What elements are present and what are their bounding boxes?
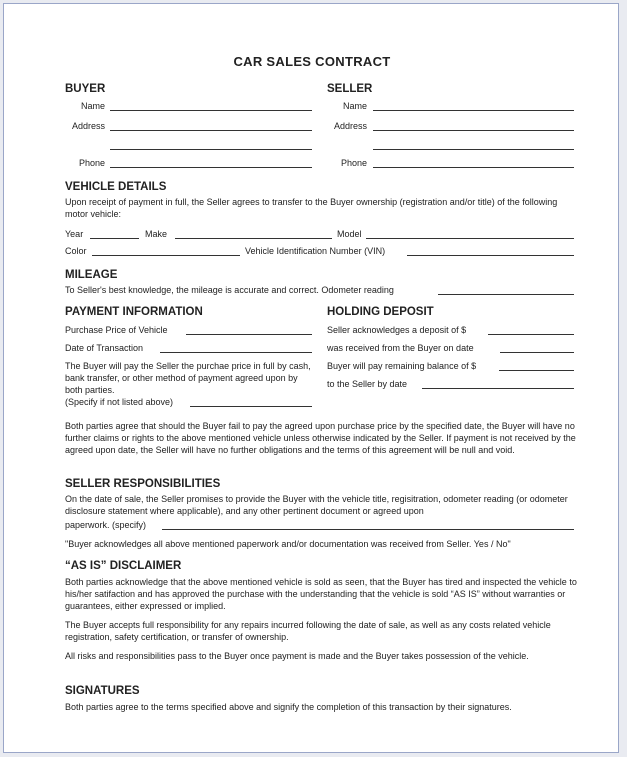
payment-method-text: The Buyer will pay the Seller the purchae price in full by cash, bank transfer, or other method of payment agreed upon by both parties. [65,361,311,395]
agreement-text: Both parties agree that should the Buyer fail to pay the agreed upon purchase price by the specified date, the Buyer will have no further claims or rights to the above mentioned vehicle unless otherwise indicated by the Seller. If payment is not received by the agreed upon date, the Seller will have no further obligations and the terms of this agreement will be null and void. [65,421,576,455]
seller-phone-field[interactable] [373,167,574,168]
deposit-date-field[interactable] [500,352,574,353]
vehicle-intro: Upon receipt of payment in full, the Seller agrees to transfer to the Buyer ownership (registration and/or title) of the following motor vehicle: [65,197,558,219]
to-seller-date-field[interactable] [422,388,574,389]
make-field[interactable] [175,238,332,239]
seller-name-field[interactable] [373,110,574,111]
deposit-received-label: was received from the Buyer on date [327,343,474,353]
remaining-balance-label: Buyer will pay remaining balance of $ [327,361,477,371]
buyer-name-field[interactable] [110,110,312,111]
seller-heading: SELLER [327,83,373,95]
model-field[interactable] [366,238,574,239]
seller-name-label: Name [342,101,367,111]
signatures-heading: SIGNATURES [65,685,140,697]
as-is-paragraph-3: All risks and responsibilities pass to the Buyer once payment is made and the Buyer takes possession of the vehicle. [65,651,529,661]
transaction-date-field[interactable] [160,352,312,353]
make-label: Make [145,229,168,239]
to-seller-label: to the Seller by date [327,379,408,389]
mileage-text: To Seller's best knowledge, the mileage is accurate and correct. Odometer reading [65,285,394,295]
as-is-paragraph-2: The Buyer accepts full responsibility for any repairs incurred following the date of sale, as well as any costs related vehicle registration, safety certification, or transfer of ownership. [65,620,551,642]
seller-resp-heading: SELLER RESPONSIBILITIES [65,478,221,490]
seller-address-label: Address [333,121,367,131]
deposit-heading: HOLDING DEPOSIT [327,306,434,318]
year-label: Year [65,229,84,239]
remaining-balance-field[interactable] [499,370,574,371]
color-label: Color [65,246,87,256]
buyer-address-field[interactable] [110,130,312,131]
mileage-heading: MILEAGE [65,269,118,281]
vin-field[interactable] [407,255,574,256]
seller-address-field[interactable] [373,130,574,131]
deposit-ack-label: Seller acknowledges a deposit of $ [327,325,467,335]
model-label: Model [337,229,362,239]
vin-label: Vehicle Identification Number (VIN) [245,246,386,256]
deposit-amount-field[interactable] [488,334,574,335]
vehicle-heading: VEHICLE DETAILS [65,181,167,193]
buyer-address-field-2[interactable] [110,149,312,150]
buyer-ack-text: "Buyer acknowledges all above mentioned paperwork and/or documentation was received from Seller. Yes / No" [65,539,511,549]
buyer-name-label: Name [80,101,105,111]
page-title: CAR SALES CONTRACT [233,54,391,69]
year-field[interactable] [90,238,139,239]
seller-resp-text: On the date of sale, the Seller promises to provide the Buyer with the vehicle title, regisitration, odometer reading (or odometer disclosure statement where applicable), and any other pertinent document or agreed upon [65,494,568,516]
payment-specify-field[interactable] [190,406,312,407]
buyer-address-label: Address [71,121,105,131]
buyer-phone-field[interactable] [110,167,312,168]
purchase-price-field[interactable] [186,334,312,335]
payment-heading: PAYMENT INFORMATION [65,306,203,318]
odometer-field[interactable] [438,294,574,295]
color-field[interactable] [92,255,240,256]
transaction-date-label: Date of Transaction [65,343,144,353]
buyer-heading: BUYER [65,83,106,95]
seller-address-field-2[interactable] [373,149,574,150]
signatures-text: Both parties agree to the terms specified above and signify the completion of this transaction by their signatures. [65,702,512,712]
paperwork-specify-field[interactable] [162,529,574,530]
as-is-paragraph-1: Both parties acknowledge that the above mentioned vehicle is sold as seen, that the Buyer has tired and inspected the vehicle to his/her satifaction and has approved the purchase with the understanding that the vehicle is sold “AS IS” without warranties or guarantees, either expressed or implied. [65,577,577,611]
buyer-phone-label: Phone [78,158,105,168]
contract-page [3,3,619,753]
paperwork-specify-label: paperwork. (specify) [65,520,147,530]
as-is-heading: “AS IS” DISCLAIMER [65,560,182,572]
payment-specify-label: (Specify if not listed above) [65,397,174,407]
seller-phone-label: Phone [340,158,367,168]
purchase-price-label: Purchase Price of Vehicle [65,325,168,335]
